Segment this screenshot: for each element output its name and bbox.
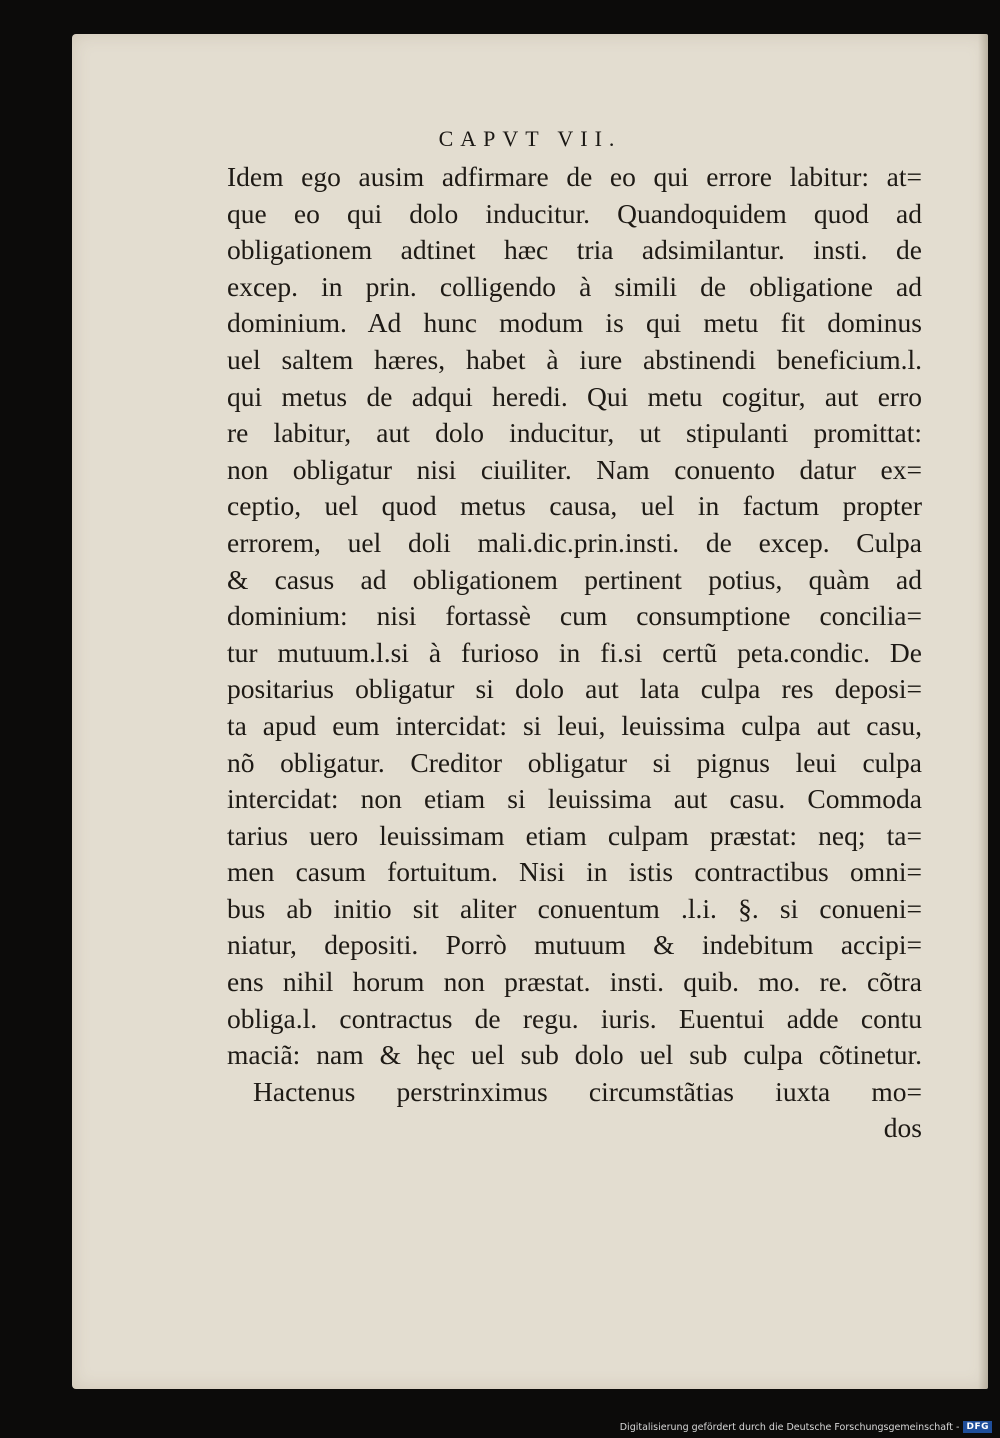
text-line: maciã: nam & hęc uel sub dolo uel sub culpa cõtinetur. bbox=[227, 1039, 922, 1071]
text-line: Idem ego ausim adfirmare de eo qui errore labitur: at= bbox=[227, 161, 922, 192]
text-block bbox=[227, 159, 922, 1147]
text-line: ceptio, uel quod metus causa, uel in factum propter bbox=[227, 490, 922, 522]
text-line: positarius obligatur si dolo aut lata culpa res deposi= bbox=[227, 673, 922, 705]
text-line: que eo qui dolo inducitur. Quandoquidem quod ad bbox=[227, 197, 922, 229]
text-line: dominium: nisi fortassè cum consumptione concilia= bbox=[227, 600, 922, 632]
text-line: tarius uero leuissimam etiam culpam præstat: neq; ta= bbox=[227, 819, 922, 851]
text-line: Hactenus perstrinximus circumstãtias iuxta mo= bbox=[253, 1075, 922, 1107]
page-edge-shadow bbox=[978, 34, 988, 1389]
text-line: men casum fortuitum. Nisi in istis contractibus omni= bbox=[227, 856, 922, 888]
text-line: errorem, uel doli mali.dic.prin.insti. de excep. Culpa bbox=[227, 526, 922, 558]
running-head: CAPVT VII. bbox=[438, 126, 622, 151]
text-line: uel saltem hæres, habet à iure abstinendi beneficium.l. bbox=[227, 343, 922, 375]
text-line: re labitur, aut dolo inducitur, ut stipulanti promittat: bbox=[227, 417, 922, 449]
footer-credit-text: Digitalisierung gefördert durch die Deutsche Forschungsgemeinschaft - bbox=[619, 1421, 960, 1433]
text-line: ens nihil horum non præstat. insti. quib. mo. re. cõtra bbox=[227, 966, 922, 998]
text-line: niatur, depositi. Porrò mutuum & indebitum accipi= bbox=[227, 929, 922, 961]
text-line: & casus ad obligationem pertinent potius, quàm ad bbox=[227, 563, 922, 595]
dfg-logo: DFG bbox=[963, 1421, 992, 1433]
text-line: intercidat: non etiam si leuissima aut casu. Commoda bbox=[227, 783, 922, 815]
text-line: non obligatur nisi ciuiliter. Nam conuento datur ex= bbox=[227, 453, 922, 485]
text-line: obligationem adtinet hæc tria adsimilantur. insti. de bbox=[227, 234, 922, 266]
text-line: qui metus de adqui heredi. Qui metu cogitur, aut erro bbox=[227, 380, 922, 412]
digitization-footer bbox=[620, 1418, 992, 1436]
text-line: tur mutuum.l.si à furioso in fi.si certũ peta.condic. De bbox=[227, 636, 922, 668]
text-line: dominium. Ad hunc modum is qui metu fit dominus bbox=[227, 307, 922, 339]
text-line: bus ab initio sit aliter conuentum .l.i. §. si conueni= bbox=[227, 892, 922, 924]
text-line: obliga.l. contractus de regu. iuris. Euentui adde contu bbox=[227, 1002, 922, 1034]
text-line: excep. in prin. colligendo à simili de obligatione ad bbox=[227, 270, 922, 302]
text-line: ta apud eum intercidat: si leui, leuissima culpa aut casu, bbox=[227, 709, 922, 741]
book-page bbox=[72, 34, 988, 1389]
text-line: dos bbox=[883, 1112, 922, 1144]
text-line: nõ obligatur. Creditor obligatur si pignus leui culpa bbox=[227, 746, 922, 778]
